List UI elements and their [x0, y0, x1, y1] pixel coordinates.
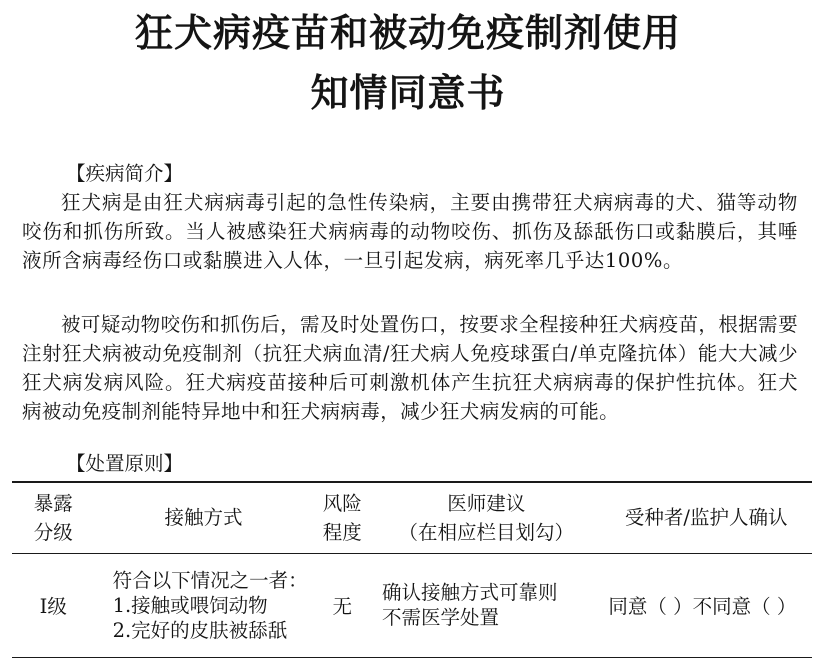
- risk-level-cell: 无: [332, 595, 353, 618]
- disease-intro-paragraph-1: 狂犬病是由狂犬病病毒引起的急性传染病，主要由携带狂犬病病毒的犬、猫等动物咬伤和抓伤所致。当人被感染狂犬病病毒的动物咬伤、抓伤及舔舐伤口或黏膜后，其唾液所含病毒经伤口或黏膜进入人体，一旦引起发病，病死率几乎达100%。: [22, 191, 798, 272]
- header-contact-method: 接触方式: [164, 506, 243, 530]
- contact-method-line-1: 符合以下情况之一者：: [112, 568, 308, 592]
- header-exposure-level-line-2: 分级: [33, 520, 73, 544]
- header-exposure-level-line-1: 暴露: [33, 491, 73, 515]
- header-doctor-advice-line-1: 医师建议: [447, 491, 526, 515]
- treatment-principles-heading: 【处置原则】: [66, 452, 184, 475]
- table-row: [12, 553, 812, 657]
- header-risk-level-line-2: 程度: [322, 520, 362, 544]
- document-title-line-1: 狂犬病疫苗和被动免疫制剂使用: [134, 10, 681, 55]
- header-doctor-advice-line-2: （在相应栏目划勾）: [398, 520, 574, 544]
- disease-intro-paragraph-2: 被可疑动物咬伤和抓伤后，需及时处置伤口，按要求全程接种狂犬病疫苗，根据需要注射狂犬病被动免疫制剂（抗狂犬病血清/狂犬病人免疫球蛋白/单克隆抗体）能大大减少狂犬病发病风险。狂犬病疫苗接种后可刺激机体产生抗狂犬病病毒的保护性抗体。狂犬病被动免疫制剂能特异地中和狂犬病病毒，减少狂犬病发病的可能。: [22, 313, 798, 423]
- header-doctor-advice: [372, 482, 600, 553]
- document-title-line-2: 知情同意书: [310, 70, 506, 115]
- doctor-advice-line-2: 不需医学处置: [382, 606, 500, 629]
- header-recipient-confirmation: 受种者/监护人确认: [624, 506, 788, 530]
- disease-intro-heading: 【疾病简介】: [66, 162, 184, 185]
- contact-method-line-3: 2.完好的皮肤被舔舐: [112, 618, 288, 642]
- treatment-principles-table: [12, 481, 812, 658]
- contact-method-cell: [95, 553, 313, 657]
- exposure-level-cell: I级: [39, 595, 67, 618]
- table-header-row: [12, 482, 812, 553]
- doctor-advice-cell[interactable]: [372, 553, 600, 657]
- header-exposure-level: [12, 482, 95, 553]
- header-risk-level-line-1: 风险: [322, 491, 362, 515]
- contact-method-line-2: 1.接触或喂饲动物: [112, 593, 268, 617]
- consent-checkbox-cell[interactable]: 同意（ ）不同意（ ）: [608, 595, 797, 618]
- doctor-advice-line-1: 确认接触方式可靠则: [382, 581, 558, 604]
- header-risk-level: [313, 482, 372, 553]
